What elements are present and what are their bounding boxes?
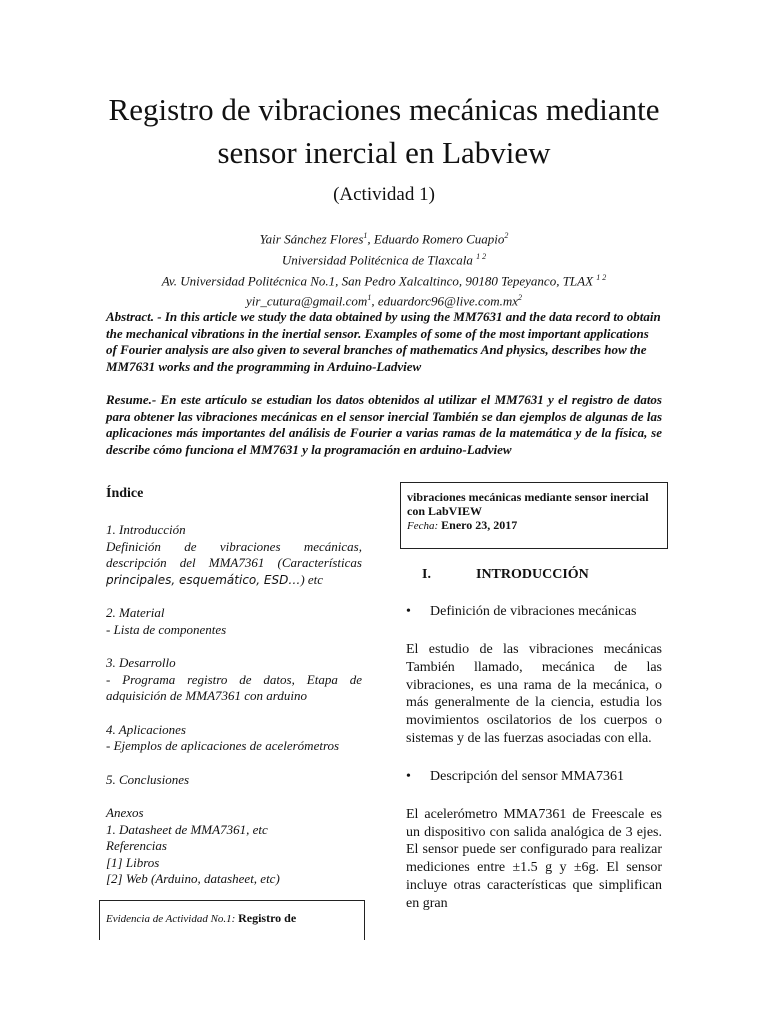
index-section-body: - Programa registro de datos, Etapa de adquisición de MMA7361 con arduino bbox=[106, 671, 362, 703]
abstract-spanish: Resume.- En este artículo se estudian los datos obtenidos al utilizar el MM7631 y el registro de datos para obtener las vibraciones mecánicas en el sensor inercial También se dan ejemplos de algunas de las aplicaciones más importantes del análisis de Fourier a varias ramas de la matemática y de la física, se describe cómo funciona el MM7631 y la programación en arduino-Ladview bbox=[106, 392, 662, 457]
author-block bbox=[40, 227, 728, 310]
affiliation-sup: 1 2 bbox=[476, 251, 487, 261]
bullet-text: Definición de vibraciones mecánicas bbox=[430, 604, 637, 619]
title-line-1: Registro de vibraciones mecánicas mediante bbox=[108, 92, 660, 127]
reference-item: [2] Web (Arduino, datasheet, etc) bbox=[106, 871, 280, 886]
index-column bbox=[106, 486, 362, 888]
date-value: Enero 23, 2017 bbox=[441, 518, 518, 532]
annex-title: Anexos bbox=[106, 805, 144, 820]
abstract-english: Abstract. - In this article we study the data obtained by using the MM7631 and the data record to obtain the mechanical vibrations in the inertial sensor. Examples of some of the most important applications of Fourier analysis are also given to several branches of mathematics And physics, describes how the MM7631 works and the programming in Arduino-Ladview bbox=[106, 309, 661, 374]
index-section-handwritten: principales, esquemático, ESD… bbox=[106, 572, 301, 587]
section-heading bbox=[406, 567, 662, 583]
bullet-icon: • bbox=[406, 768, 411, 784]
bullet-icon: • bbox=[406, 604, 411, 619]
evidence-date bbox=[407, 518, 661, 533]
affiliation-sup: 1 bbox=[363, 231, 368, 240]
author-2: , Eduardo Romero Cuapio bbox=[367, 231, 505, 247]
reference-item: [1] Libros bbox=[106, 854, 160, 870]
affiliation-sup: 2 bbox=[518, 293, 523, 303]
index-section-title: 5. Conclusiones bbox=[106, 771, 190, 787]
paragraph: El estudio de las vibraciones mecánicas También llamado, mecánica de las vibraciones, es una rama de la mecánica, o más generalmente de la ciencia, estudia los movimientos oscilatorios de los cuerpos o sistemas y de las fuerzas asociadas con ella. bbox=[406, 642, 662, 746]
paper-subtitle: (Actividad 1) bbox=[333, 184, 435, 205]
paragraph: El acelerómetro MMA7361 de Freescale es un dispositivo con salida analógica de 3 ejes. El sensor puede ser configurado para realizar mediciones entre ±1.5 g y ±6g. El sensor incluye otras características que simplifican en gran bbox=[406, 806, 662, 911]
evidence-label: Evidencia de Actividad No.1: bbox=[106, 913, 236, 925]
affiliation-line bbox=[40, 248, 728, 269]
index-section-tail: ) etc bbox=[300, 571, 324, 587]
authors-line bbox=[40, 227, 728, 248]
section-number: I. bbox=[422, 567, 431, 582]
paper-title bbox=[60, 88, 708, 174]
annex-block bbox=[106, 805, 362, 888]
evidence-box-continued bbox=[400, 482, 668, 549]
date-label: Fecha: bbox=[407, 520, 439, 532]
index-section-body: - Lista de componentes bbox=[106, 621, 227, 637]
index-section-1 bbox=[106, 522, 362, 588]
affiliation-sup: 1 2 bbox=[596, 272, 607, 282]
evidence-value: Registro de bbox=[238, 911, 297, 925]
index-title: Índice bbox=[106, 486, 144, 501]
annex-item: 1. Datasheet de MMA7361, etc bbox=[106, 821, 268, 837]
index-section-4 bbox=[106, 722, 362, 755]
section-title: INTRODUCCIÓN bbox=[476, 567, 589, 582]
email-2: , eduardorc96@live.com.mx bbox=[371, 293, 519, 309]
index-section-title: 1. Introducción bbox=[106, 522, 186, 537]
index-section-title: 3. Desarrollo bbox=[106, 655, 176, 670]
affiliation-sup: 1 bbox=[367, 293, 372, 303]
index-section-text: Definición de vibraciones mecánicas, descripción del MMA7361 (Características bbox=[106, 538, 362, 570]
address-line bbox=[40, 269, 728, 290]
index-section-title: 2. Material bbox=[106, 605, 165, 620]
bullet-item bbox=[406, 603, 662, 621]
bullet-text: Descripción del sensor MMA7361 bbox=[430, 768, 625, 784]
address-text: Av. Universidad Politécnica No.1, San Pedro Xalcaltinco, 90180 Tepeyanco, TLAX bbox=[161, 272, 597, 288]
index-section-body bbox=[106, 539, 362, 589]
affiliation-text: Universidad Politécnica de Tlaxcala bbox=[281, 252, 477, 268]
index-section-5 bbox=[106, 772, 362, 789]
references-title: Referencias bbox=[106, 838, 167, 853]
author-1: Yair Sánchez Flores bbox=[259, 231, 364, 247]
email-1: yir_cutura@gmail.com bbox=[245, 293, 368, 309]
email-line bbox=[40, 289, 728, 310]
introduction-column bbox=[406, 567, 662, 933]
index-section-2 bbox=[106, 605, 362, 638]
affiliation-sup: 2 bbox=[504, 231, 509, 240]
title-line-2: sensor inercial en Labview bbox=[217, 135, 551, 170]
evidence-value-continued: vibraciones mecánicas mediante sensor inercial con LabVIEW bbox=[407, 490, 649, 518]
index-section-3 bbox=[106, 655, 362, 705]
index-section-title: 4. Aplicaciones bbox=[106, 721, 186, 737]
index-section-body: - Ejemplos de aplicaciones de acelerómetros bbox=[106, 738, 340, 753]
evidence-box bbox=[99, 900, 365, 940]
bullet-item bbox=[406, 768, 662, 786]
